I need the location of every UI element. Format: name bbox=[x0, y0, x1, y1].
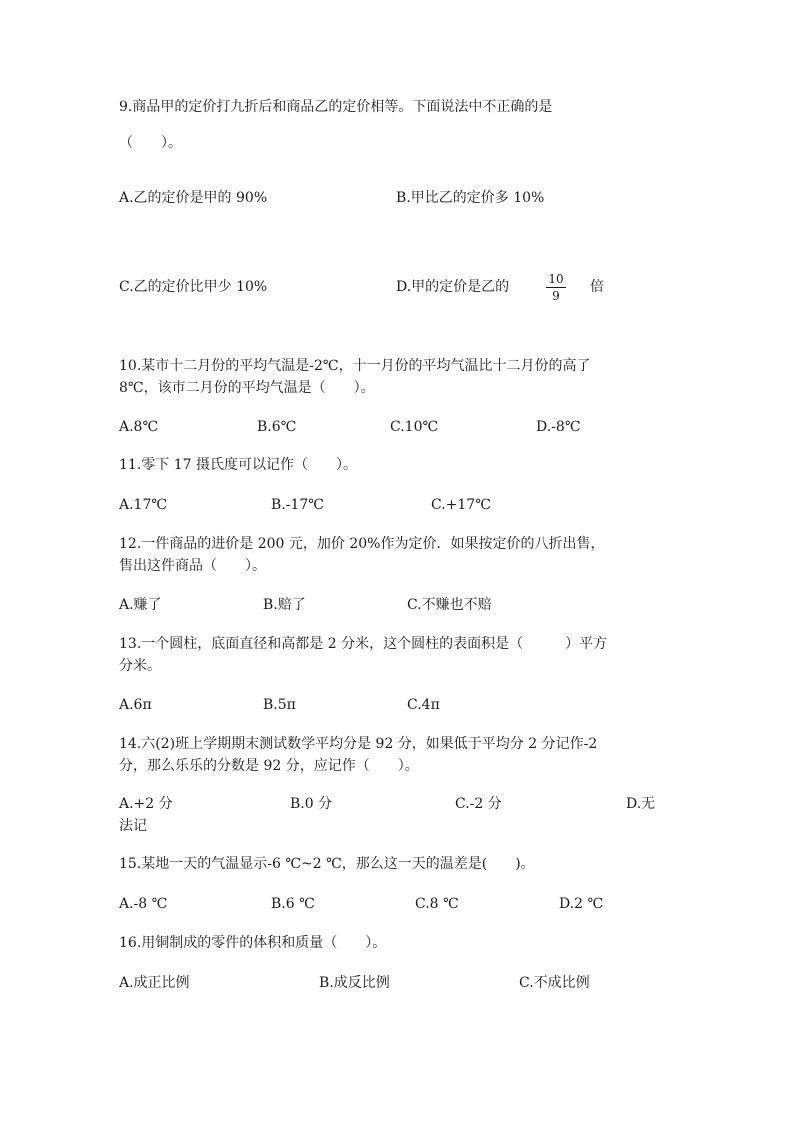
fraction-numerator: 10 bbox=[546, 272, 566, 288]
question-15-option-b: B.6 ℃ bbox=[271, 896, 315, 912]
question-10-option-c: C.10℃ bbox=[390, 419, 439, 435]
question-10-option-b: B.6℃ bbox=[257, 419, 297, 435]
question-15-stem-line-1: 15.某地一天的气温显示-6 ℃~2 ℃，那么这一天的温差是( )。 bbox=[119, 856, 535, 872]
question-14-option-c: C.-2 分 bbox=[455, 796, 502, 812]
question-9-option-d-suffix: 倍 bbox=[590, 279, 604, 295]
question-13-option-b: B.5π bbox=[263, 697, 296, 713]
question-12-stem-line-2: 售出这件商品（ ）。 bbox=[119, 558, 266, 574]
question-9-option-a: A.乙的定价是甲的 90% bbox=[119, 190, 268, 206]
question-10-option-a: A.8℃ bbox=[119, 419, 159, 435]
question-11-stem-line-1: 11.零下 17 摄氏度可以记作（ ）。 bbox=[119, 457, 357, 473]
question-14-option-a: A.+2 分 bbox=[119, 796, 173, 812]
question-9-option-b: B.甲比乙的定价多 10% bbox=[396, 190, 545, 206]
question-13-stem-line-2: 分米。 bbox=[119, 658, 161, 674]
question-9-fraction bbox=[546, 272, 566, 303]
question-9-stem-line-2: （ ）。 bbox=[119, 135, 182, 151]
question-16-stem-line-1: 16.用铜制成的零件的体积和质量（ ）。 bbox=[119, 935, 387, 951]
question-11-option-c: C.+17℃ bbox=[431, 497, 491, 513]
question-10-stem-line-2: 8℃，该市二月份的平均气温是（ ）。 bbox=[119, 380, 375, 396]
question-14-option-d: D.无 bbox=[626, 796, 656, 812]
fraction-denominator: 9 bbox=[552, 289, 560, 303]
question-11-option-a: A.17℃ bbox=[119, 497, 168, 513]
question-14-option-d-wrap: 法记 bbox=[119, 818, 147, 834]
question-12-option-a: A.赚了 bbox=[119, 597, 162, 613]
question-9-stem-line-1: 9.商品甲的定价打九折后和商品乙的定价相等。下面说法中不正确的是 bbox=[119, 99, 553, 115]
question-12-option-c: C.不赚也不赔 bbox=[407, 597, 492, 613]
question-9-option-d: D.甲的定价是乙的 bbox=[396, 279, 510, 295]
question-14-stem-line-1: 14.六(2)班上学期期末测试数学平均分是 92 分，如果低于平均分 2 分记作-2 bbox=[119, 736, 598, 752]
question-13-option-c: C.4π bbox=[407, 697, 440, 713]
question-13-option-a: A.6π bbox=[119, 697, 152, 713]
question-15-option-c: C.8 ℃ bbox=[415, 896, 459, 912]
question-14-option-b: B.0 分 bbox=[290, 796, 333, 812]
question-12-stem-line-1: 12.一件商品的进价是 200 元，加价 20%作为定价．如果按定价的八折出售， bbox=[119, 536, 605, 552]
question-13-stem-line-1: 13.一个圆柱，底面直径和高都是 2 分米，这个圆柱的表面积是（ ）平方 bbox=[119, 636, 608, 652]
question-11-option-b: B.-17℃ bbox=[271, 497, 324, 513]
question-14-stem-line-2: 分，那么乐乐的分数是 92 分，应记作（ ）。 bbox=[119, 758, 419, 774]
question-15-option-d: D.2 ℃ bbox=[559, 896, 604, 912]
question-16-option-a: A.成正比例 bbox=[119, 975, 190, 991]
question-12-option-b: B.赔了 bbox=[263, 597, 306, 613]
question-10-option-d: D.-8℃ bbox=[536, 419, 581, 435]
question-16-option-b: B.成反比例 bbox=[319, 975, 390, 991]
question-16-option-c: C.不成比例 bbox=[519, 975, 590, 991]
question-9-option-c: C.乙的定价比甲少 10% bbox=[119, 279, 268, 295]
question-15-option-a: A.-8 ℃ bbox=[119, 896, 168, 912]
question-10-stem-line-1: 10.某市十二月份的平均气温是-2℃，十一月份的平均气温比十二月份的高了 bbox=[119, 358, 591, 374]
